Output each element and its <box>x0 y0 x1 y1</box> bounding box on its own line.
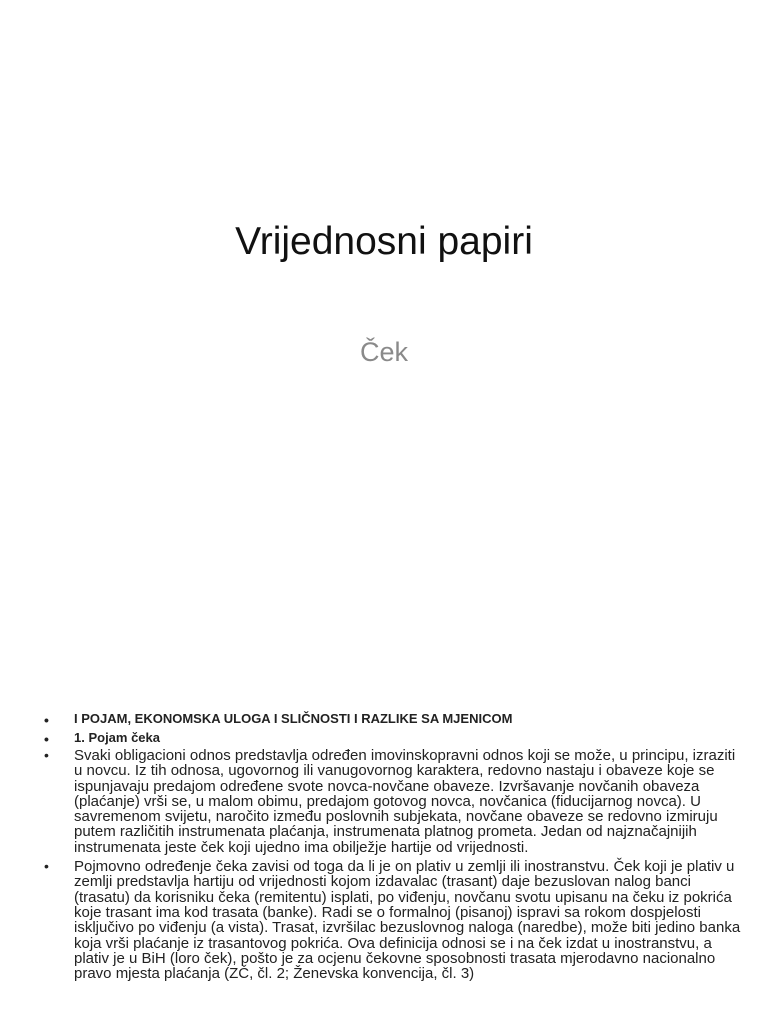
bullet-item-section-heading <box>44 710 744 728</box>
bullet-item-subsection-heading <box>44 729 744 747</box>
bullet-list <box>44 710 744 985</box>
section-heading-text: I POJAM, EKONOMSKA ULOGA I SLIČNOSTI I RAZLIKE SA MJENICOM <box>74 711 513 726</box>
bullet-item-paragraph <box>44 748 744 855</box>
bullet-icon: • <box>44 731 49 747</box>
slide-title: Vrijednosni papiri <box>235 220 533 263</box>
subsection-heading-text: 1. Pojam čeka <box>74 730 160 745</box>
paragraph-text: Svaki obligacioni odnos predstavlja određen imovinskopravni odnos koji se može, u principu, izraziti u novcu. Iz tih odnosa, ugovornog ili vanugovornog karaktera, redovno nastaju i obaveze koje se ispunjavaju predajom određene svote novca-novčane obaveze. Izvršavanje novčanih obaveza (plaćanje) vrši se, u malom obimu, predajom gotovog novca, novčanica (fiducijarnog novca). U savremenom svijetu, naročito između poslovnih subjekata, novčane obaveze se redovno izmiruju putem različitih instrumenata plaćanja, instrumenata platnog prometa. Jedan od najznačajnijih instrumenata jeste ček koji ujedno ima obilježje hartije od vrijednosti. <box>74 747 736 856</box>
bullet-icon: • <box>44 747 49 763</box>
bullet-icon: • <box>44 858 49 875</box>
slide-subtitle: Ček <box>359 337 408 367</box>
bullet-icon: • <box>44 712 49 728</box>
bullet-item-paragraph <box>44 859 744 981</box>
paragraph-text: Pojmovno određenje čeka zavisi od toga da li je on plativ u zemlji ili inostranstvu. Ček koji je plativ u zemlji predstavlja hartiju od vrijednosti kojom izdavalac (trasant) daje bezuslovan nalog banci (trasatu) da korisniku čeka (remitentu) isplati, po viđenju, novčanu svotu upisanu na čeku iz pokrića koje trasant ima kod trasata (banke). Radi se o formalnoj (pisanoj) ispravi sa rokom dospjelosti isključivo po viđenju (a vista). Trasat, izvršilac bezuslovnog naloga (naredbe), može biti jedino banka koja vrši plaćanje iz trasantovog pokrića. Ova definicija odnosi se i na ček izdat u inostranstvu, a plativ je u BiH (loro ček), pošto je za ocjenu čekovne sposobnosti trasata mjerodavno nacionalno pravo mjesta plaćanja (ZČ, čl. 2; Ženevska konvencija, čl. 3) <box>74 858 741 983</box>
